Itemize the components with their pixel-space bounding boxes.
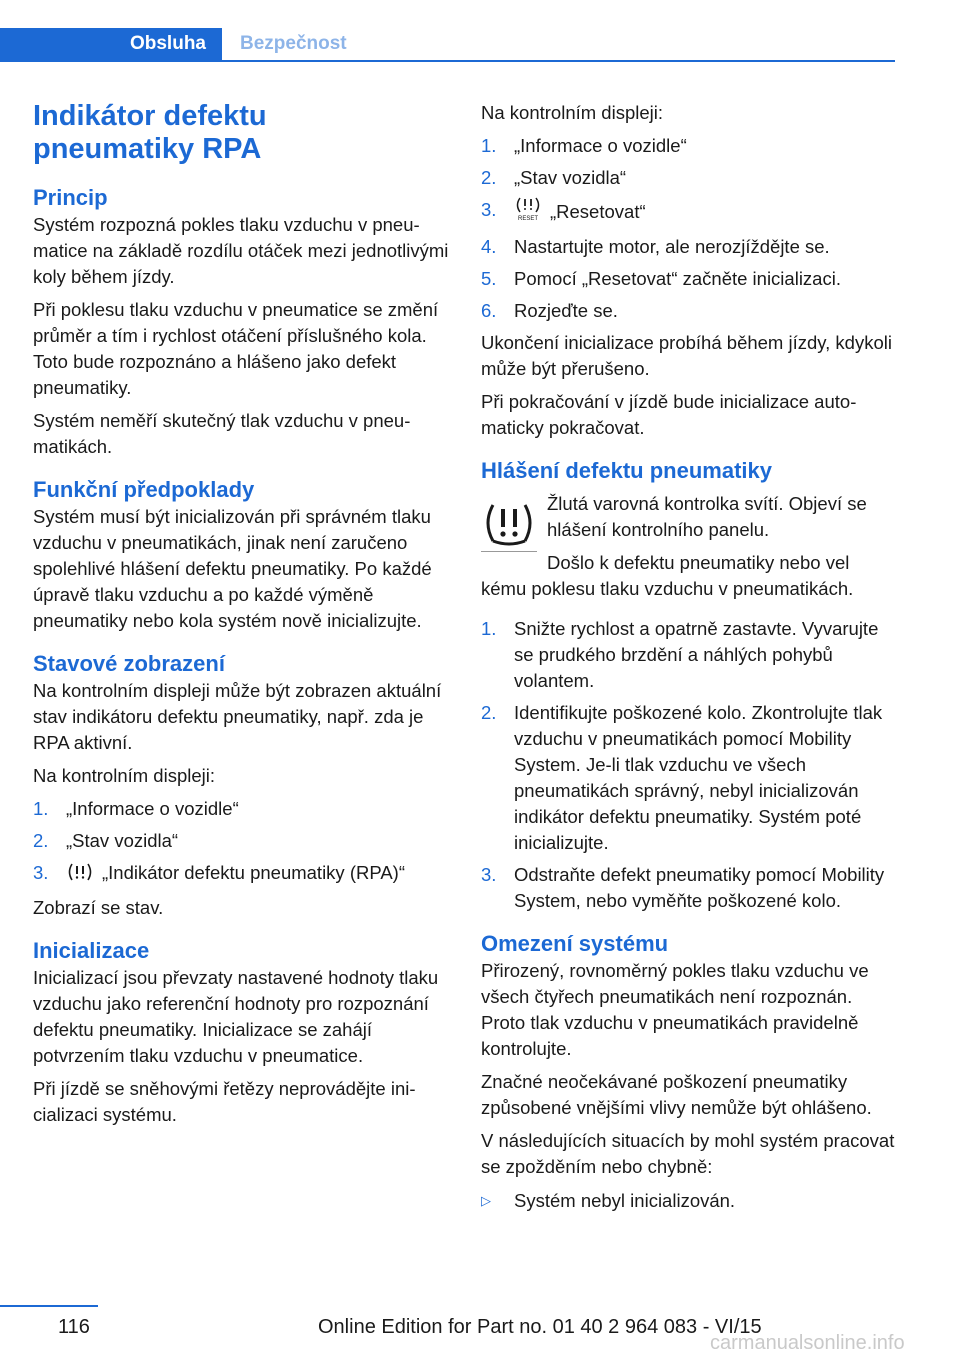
footer-rule [0,1305,98,1307]
section-tabs [0,28,895,62]
tab-underline [0,60,895,62]
tire-pressure-warning-icon [66,862,94,889]
list-item [33,796,451,822]
list-item [33,860,451,889]
heading-hlaseni-defektu: Hlášení defektu pneumatiky [481,458,772,483]
step-text: Identifikujte poškozené kolo. Zkontrolujte tlak vzduchu v pneumatikách pomocí Mobility System. Je-li tlak vzduchu ve všech pneumatikách správný, nebyl inicializován indikátor defektu pneumatiky. Systém poté inicializujte. [514,702,883,853]
status-steps [33,796,451,889]
step-text: „Stav vozidla“ [66,830,179,851]
paragraph: Přirozený, rovnoměrný pokles tlaku vzduchu ve všech čtyřech pneumatikách není rozpoznán. Proto tlak vzduchu v pneumatikách pravidelně kontrolujte. [481,960,869,1059]
step-number: 6. [481,300,497,321]
paragraph: Při poklesu tlaku vzduchu v pneumatice se změní průměr a tím i rychlost otáčení příslušného kola. Toto bude rozpoznáno a hlášeno jako defekt pneumatiky. [33,299,439,398]
paragraph: Při pokračování v jízdě bude inicializace automaticky pokračovat. [481,391,857,438]
list-item [481,700,901,856]
paragraph: kému poklesu tlaku vzduchu v pneumatikách. [481,578,854,599]
paragraph: Při jízdě se sněhovými řetězy neprovádějte inicializaci systému. [33,1078,416,1125]
step-number: 3. [481,864,497,885]
paragraph: Systém neměří skutečný tlak vzduchu v pneumatikách. [33,410,411,457]
step-text: „Informace o vozidle“ [514,135,687,156]
step-text: Pomocí „Resetovat“ začněte inicializaci. [514,268,841,289]
paragraph: Na kontrolním displeji: [33,765,215,786]
step-text: Rozjeďte se. [514,300,618,321]
step-text: Snižte rychlost a opatrně zastavte. Vyvarujte se prudkého brzdění a náhlých pohybů volantem. [514,618,879,691]
left-column [33,100,451,1135]
step-text: „Indikátor defektu pneumatiky (RPA)“ [102,862,405,883]
paragraph: Žlutá varovná kontrolka svítí. Objeví se hlášení kontrolního panelu. [547,493,867,540]
heading-funkcni-predpoklady: Funkční předpoklady [33,477,255,502]
watermark: carmanualsonline.info [710,1332,905,1354]
step-text: Odstraňte defekt pneumatiky pomocí Mobility System, nebo vyměňte poškozené kolo. [514,864,885,911]
reset-steps [481,133,901,324]
list-item [481,616,901,694]
title-line-1: Indikátor defektu [33,100,267,132]
step-number: 3. [481,199,497,220]
list-item [481,266,901,292]
page-number: 116 [58,1316,90,1338]
step-number: 2. [481,167,497,188]
step-number: 3. [33,862,49,883]
paragraph: V následujících situacích by mohl systém pracovat se zpožděním nebo chybně: [481,1130,895,1177]
paragraph: Ukončení inicializace probíhá během jízdy, kdykoli může být přerušeno. [481,332,892,379]
paragraph: Na kontrolním displeji: [481,102,663,123]
list-item [481,862,901,914]
list-item [481,133,901,159]
heading-princip: Princip [33,185,108,210]
tire-pressure-reset-icon [514,197,542,228]
paragraph: Systém musí být inicializován při správném tlaku vzduchu v pneumatikách, jinak není zaručeno spolehlivé hlášení defektu pneumatiky. Po každé úpravě tlaku vzduchu a po každé výměně pneumatiky nebo kola systém nově inicializujte. [33,506,432,631]
tab-obsluha[interactable]: Obsluha [0,28,222,62]
list-item [481,298,901,324]
step-number: 2. [481,702,497,723]
step-number: 1. [481,135,497,156]
list-item [481,1188,901,1214]
triangle-bullet-icon: ▷ [481,1193,491,1208]
paragraph: Došlo k defektu pneumatiky nebo vel [547,552,850,573]
tire-warning-lamp-icon [481,495,537,552]
reset-icon-label: RESET [517,216,539,221]
paragraph: Zobrazí se stav. [33,897,164,918]
step-number: 1. [33,798,49,819]
list-item [481,165,901,191]
defect-steps [481,616,901,914]
step-number: 1. [481,618,497,639]
heading-stavove-zobrazeni: Stavové zobrazení [33,651,225,676]
paragraph: Na kontrolním displeji může být zobrazen aktuální stav indikátoru defektu pneumatiky, např. zda je RPA aktivní. [33,680,442,753]
title-line-2: pneumatiky RPA [33,133,262,165]
step-text: „Resetovat“ [550,201,646,222]
step-text: Nastartujte motor, ale nerozjíždějte se. [514,236,830,257]
step-number: 4. [481,236,497,257]
list-item [481,234,901,260]
edition-note: Online Edition for Part no. 01 40 2 964 083 - VI/15 [318,1316,762,1338]
right-column [481,100,901,1214]
step-text: „Informace o vozidle“ [66,798,239,819]
heading-omezeni-systemu: Omezení systému [481,931,669,956]
bullet-text: Systém nebyl inicializován. [514,1190,736,1211]
limitations-list [481,1188,901,1214]
list-item [33,828,451,854]
page-title [33,100,451,166]
paragraph: Značné neočekávané poškození pneumatiky způsobené vnějšími vlivy nemůže být ohlášeno. [481,1071,872,1118]
list-item [481,197,901,228]
heading-inicializace: Inicializace [33,938,150,963]
step-number: 5. [481,268,497,289]
step-text: „Stav vozidla“ [514,167,627,188]
tab-bezpecnost[interactable]: Bezpečnost [240,33,347,54]
paragraph: Systém rozpozná pokles tlaku vzduchu v pneumatice na základě rozdílu otáček mezi jednotlivými koly během jízdy. [33,214,449,287]
step-number: 2. [33,830,49,851]
paragraph: Inicializací jsou převzaty nastavené hodnoty tlaku vzduchu jako referenční hodnoty pro rozpoznání defektu pneumatiky. Inicializace se zahájí potvrzením tlaku vzduchu v pneumatice. [33,967,439,1066]
warning-lamp-block [481,491,901,602]
